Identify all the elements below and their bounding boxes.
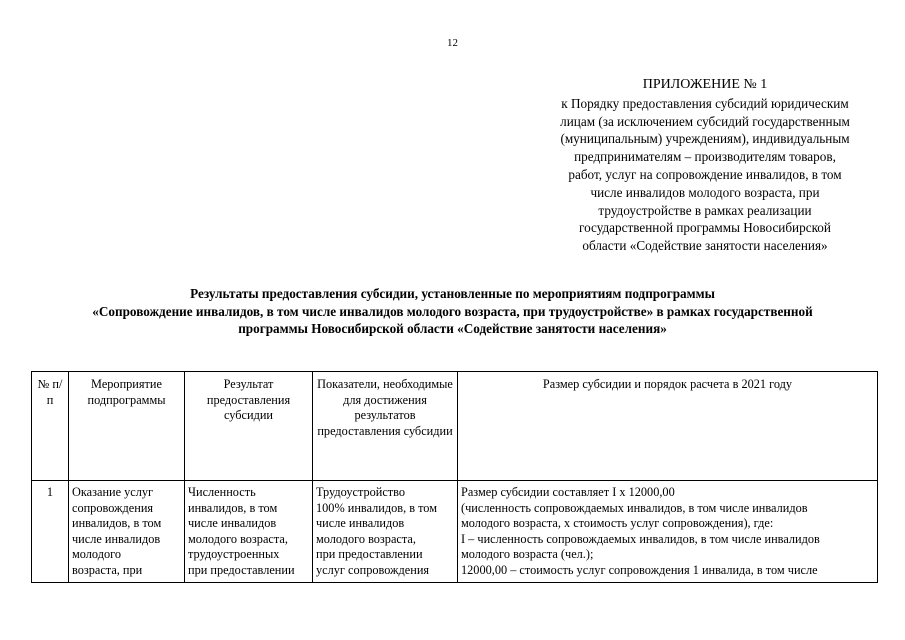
cell-line: 12000,00 – стоимость услуг сопровождения 1 инвалида, в том числе xyxy=(461,562,818,577)
cell-line: Оказание услуг xyxy=(72,485,154,499)
appendix-line: лицам (за исключением субсидий государственным xyxy=(560,113,850,129)
header-result: Результат предоставления субсидии xyxy=(185,372,313,481)
cell-line: трудоустроенных xyxy=(188,547,280,562)
cell-line: возраста, при xyxy=(72,562,143,577)
row-indicators xyxy=(313,481,458,583)
cell-line: молодого возраста, xyxy=(316,531,416,546)
appendix-line: предпринимателям – производителям товаров, xyxy=(574,149,836,165)
title-line: Результаты предоставления субсидии, установленные по мероприятиям подпрограммы xyxy=(190,286,715,301)
document-title xyxy=(30,285,875,338)
cell-line: I – численность сопровождаемых инвалидов, в том числе инвалидов xyxy=(461,531,820,546)
appendix-line: к Порядку предоставления субсидий юридическим xyxy=(561,95,849,111)
cell-line: инвалидов, в том xyxy=(72,516,162,531)
cell-line: молодого возраста (чел.); xyxy=(461,547,594,562)
cell-line: услуг сопровождения xyxy=(316,562,430,577)
page-bottom-margin xyxy=(0,585,905,640)
cell-line: Численность xyxy=(188,485,256,499)
appendix-line: числе инвалидов молодого возраста, при xyxy=(590,184,820,200)
header-subsidy: Размер субсидии и порядок расчета в 2021 году xyxy=(458,372,878,481)
cell-line: при предоставлении xyxy=(188,562,295,577)
title-line: программы Новосибирской области «Содействие занятости населения» xyxy=(238,321,667,336)
cell-line: Размер субсидии составляет I х 12000,00 xyxy=(461,485,675,499)
row-result xyxy=(185,481,313,583)
table-row xyxy=(32,481,878,583)
cell-line: молодого возраста, xyxy=(188,531,288,546)
cell-line: числе инвалидов xyxy=(72,531,161,546)
appendix-title: ПРИЛОЖЕНИЕ № 1 xyxy=(642,77,768,92)
cell-line: при предоставлении xyxy=(316,547,423,562)
header-indicators: Показатели, необходимые для достижения результатов предоставления субсидии xyxy=(313,372,458,481)
cell-line: числе инвалидов xyxy=(316,516,405,531)
title-line: «Сопровождение инвалидов, в том числе инвалидов молодого возраста, при трудоустройстве» в рамках государственной xyxy=(92,303,813,319)
header-number: № п/п xyxy=(32,372,69,481)
table-header-row xyxy=(32,372,878,481)
appendix-block xyxy=(520,76,890,255)
cell-line: инвалидов, в том xyxy=(188,500,278,515)
cell-line: Трудоустройство xyxy=(316,485,406,499)
cell-line: (численность сопровождаемых инвалидов, в том числе инвалидов xyxy=(461,500,808,515)
page-number: 12 xyxy=(447,37,458,49)
header-activity: Мероприятие подпрограммы xyxy=(69,372,185,481)
appendix-line: области «Содействие занятости населения» xyxy=(582,238,828,254)
results-table xyxy=(31,371,878,583)
appendix-line: (муниципальным) учреждениям), индивидуальным xyxy=(560,131,850,147)
row-subsidy xyxy=(458,481,878,583)
cell-line: 100% инвалидов, в том xyxy=(316,500,437,515)
cell-line: числе инвалидов xyxy=(188,516,277,531)
row-activity xyxy=(69,481,185,583)
cell-line: молодого xyxy=(72,547,121,562)
appendix-line: работ, услуг на сопровождение инвалидов, в том xyxy=(568,166,842,182)
row-number: 1 xyxy=(32,481,69,583)
cell-line: сопровождения xyxy=(72,500,154,515)
appendix-line: трудоустройстве в рамках реализации xyxy=(598,202,812,218)
appendix-line: государственной программы Новосибирской xyxy=(579,220,831,236)
cell-line: молодого возраста, х стоимость услуг сопровождения), где: xyxy=(461,516,774,531)
